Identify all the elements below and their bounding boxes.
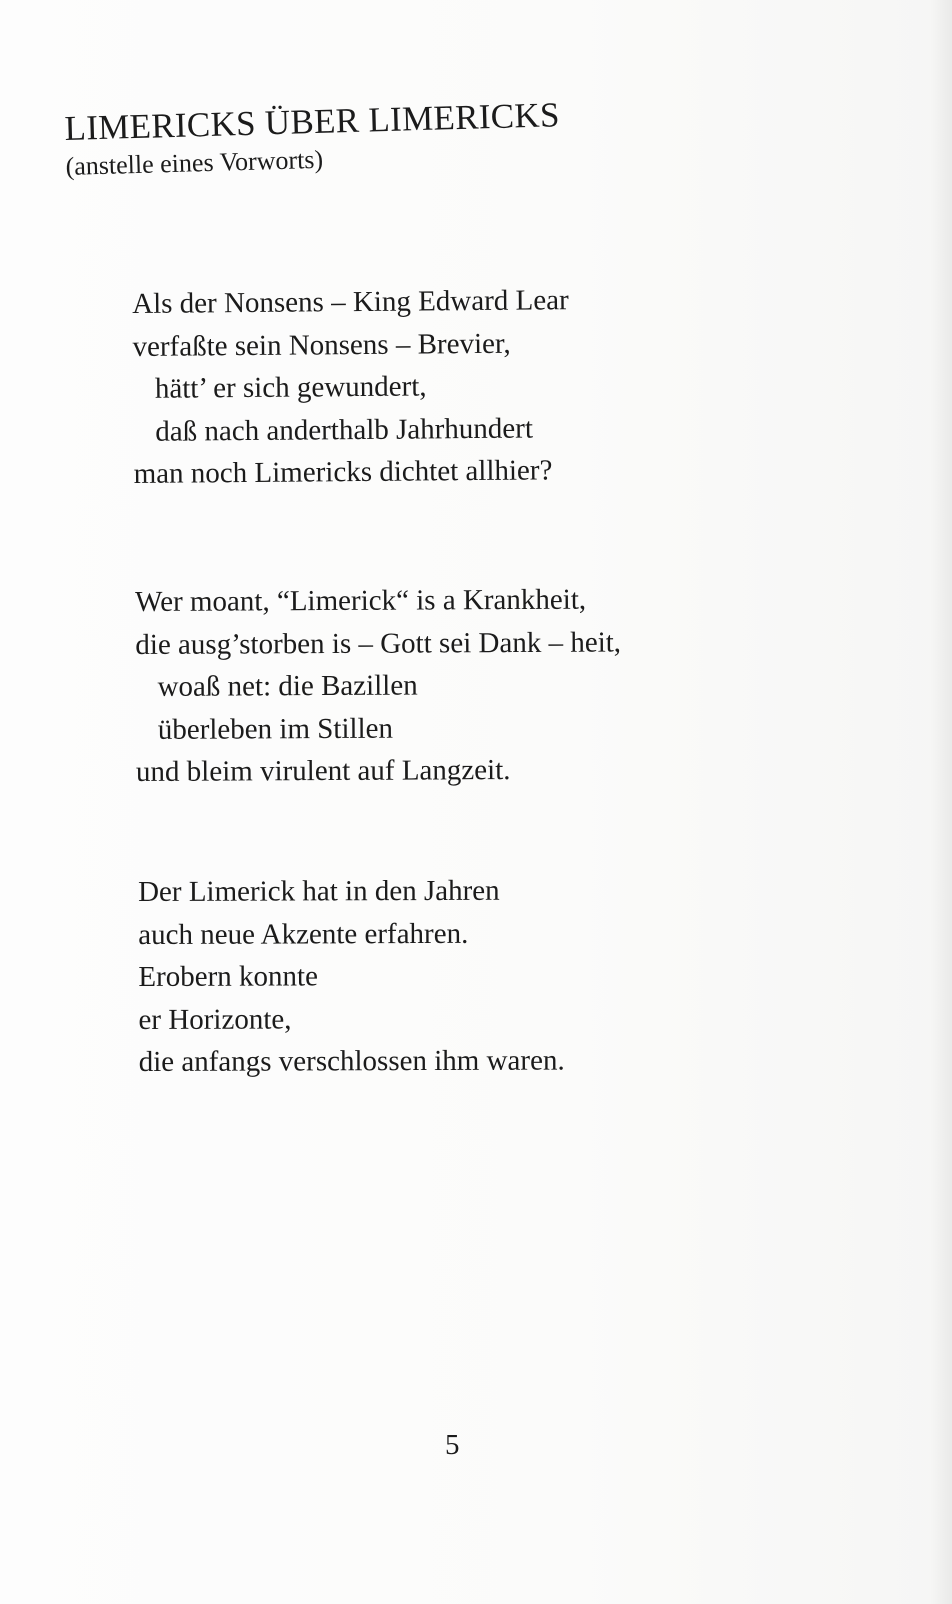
verse-line: und bleim virulent auf Langzeit. — [135, 754, 511, 788]
verse-line: Wer moant, “Limerick“ is a Krankheit, — [135, 583, 587, 618]
verse-line: Als der Nonsens – King Edward Lear — [132, 284, 569, 320]
verse-line: auch neue Akzente erfahren. — [138, 917, 469, 951]
chapter-heading — [64, 94, 561, 184]
verse-line: daß nach anderthalb Jahrhundert — [155, 412, 534, 448]
verse-line: Erobern konnte — [138, 960, 319, 993]
chapter-subtitle: (anstelle eines Vorworts) — [65, 144, 324, 181]
chapter-title: LIMERICKS ÜBER LIMERICKS — [64, 95, 561, 148]
verse-line: verfaßte sein Nonsens – Brevier, — [132, 327, 511, 363]
page-number: 5 — [445, 1429, 460, 1461]
verse-line: die anfangs verschlossen ihm waren. — [138, 1044, 565, 1078]
verse-line: überleben im Stillen — [157, 712, 394, 746]
verse-line: hätt’ er sich gewundert, — [154, 370, 427, 405]
verse-line: Der Limerick hat in den Jahren — [138, 874, 500, 908]
verse-line: man noch Limericks dichtet allhier? — [133, 454, 553, 490]
limerick-stanza-2 — [135, 578, 622, 793]
verse-line: die ausg’storben is – Gott sei Dank – heit, — [135, 625, 622, 661]
verse-line: woaß net: die Bazillen — [157, 669, 418, 703]
verse-line: er Horizonte, — [138, 1002, 292, 1036]
limerick-stanza-3 — [138, 870, 565, 1084]
limerick-stanza-1 — [132, 279, 570, 495]
